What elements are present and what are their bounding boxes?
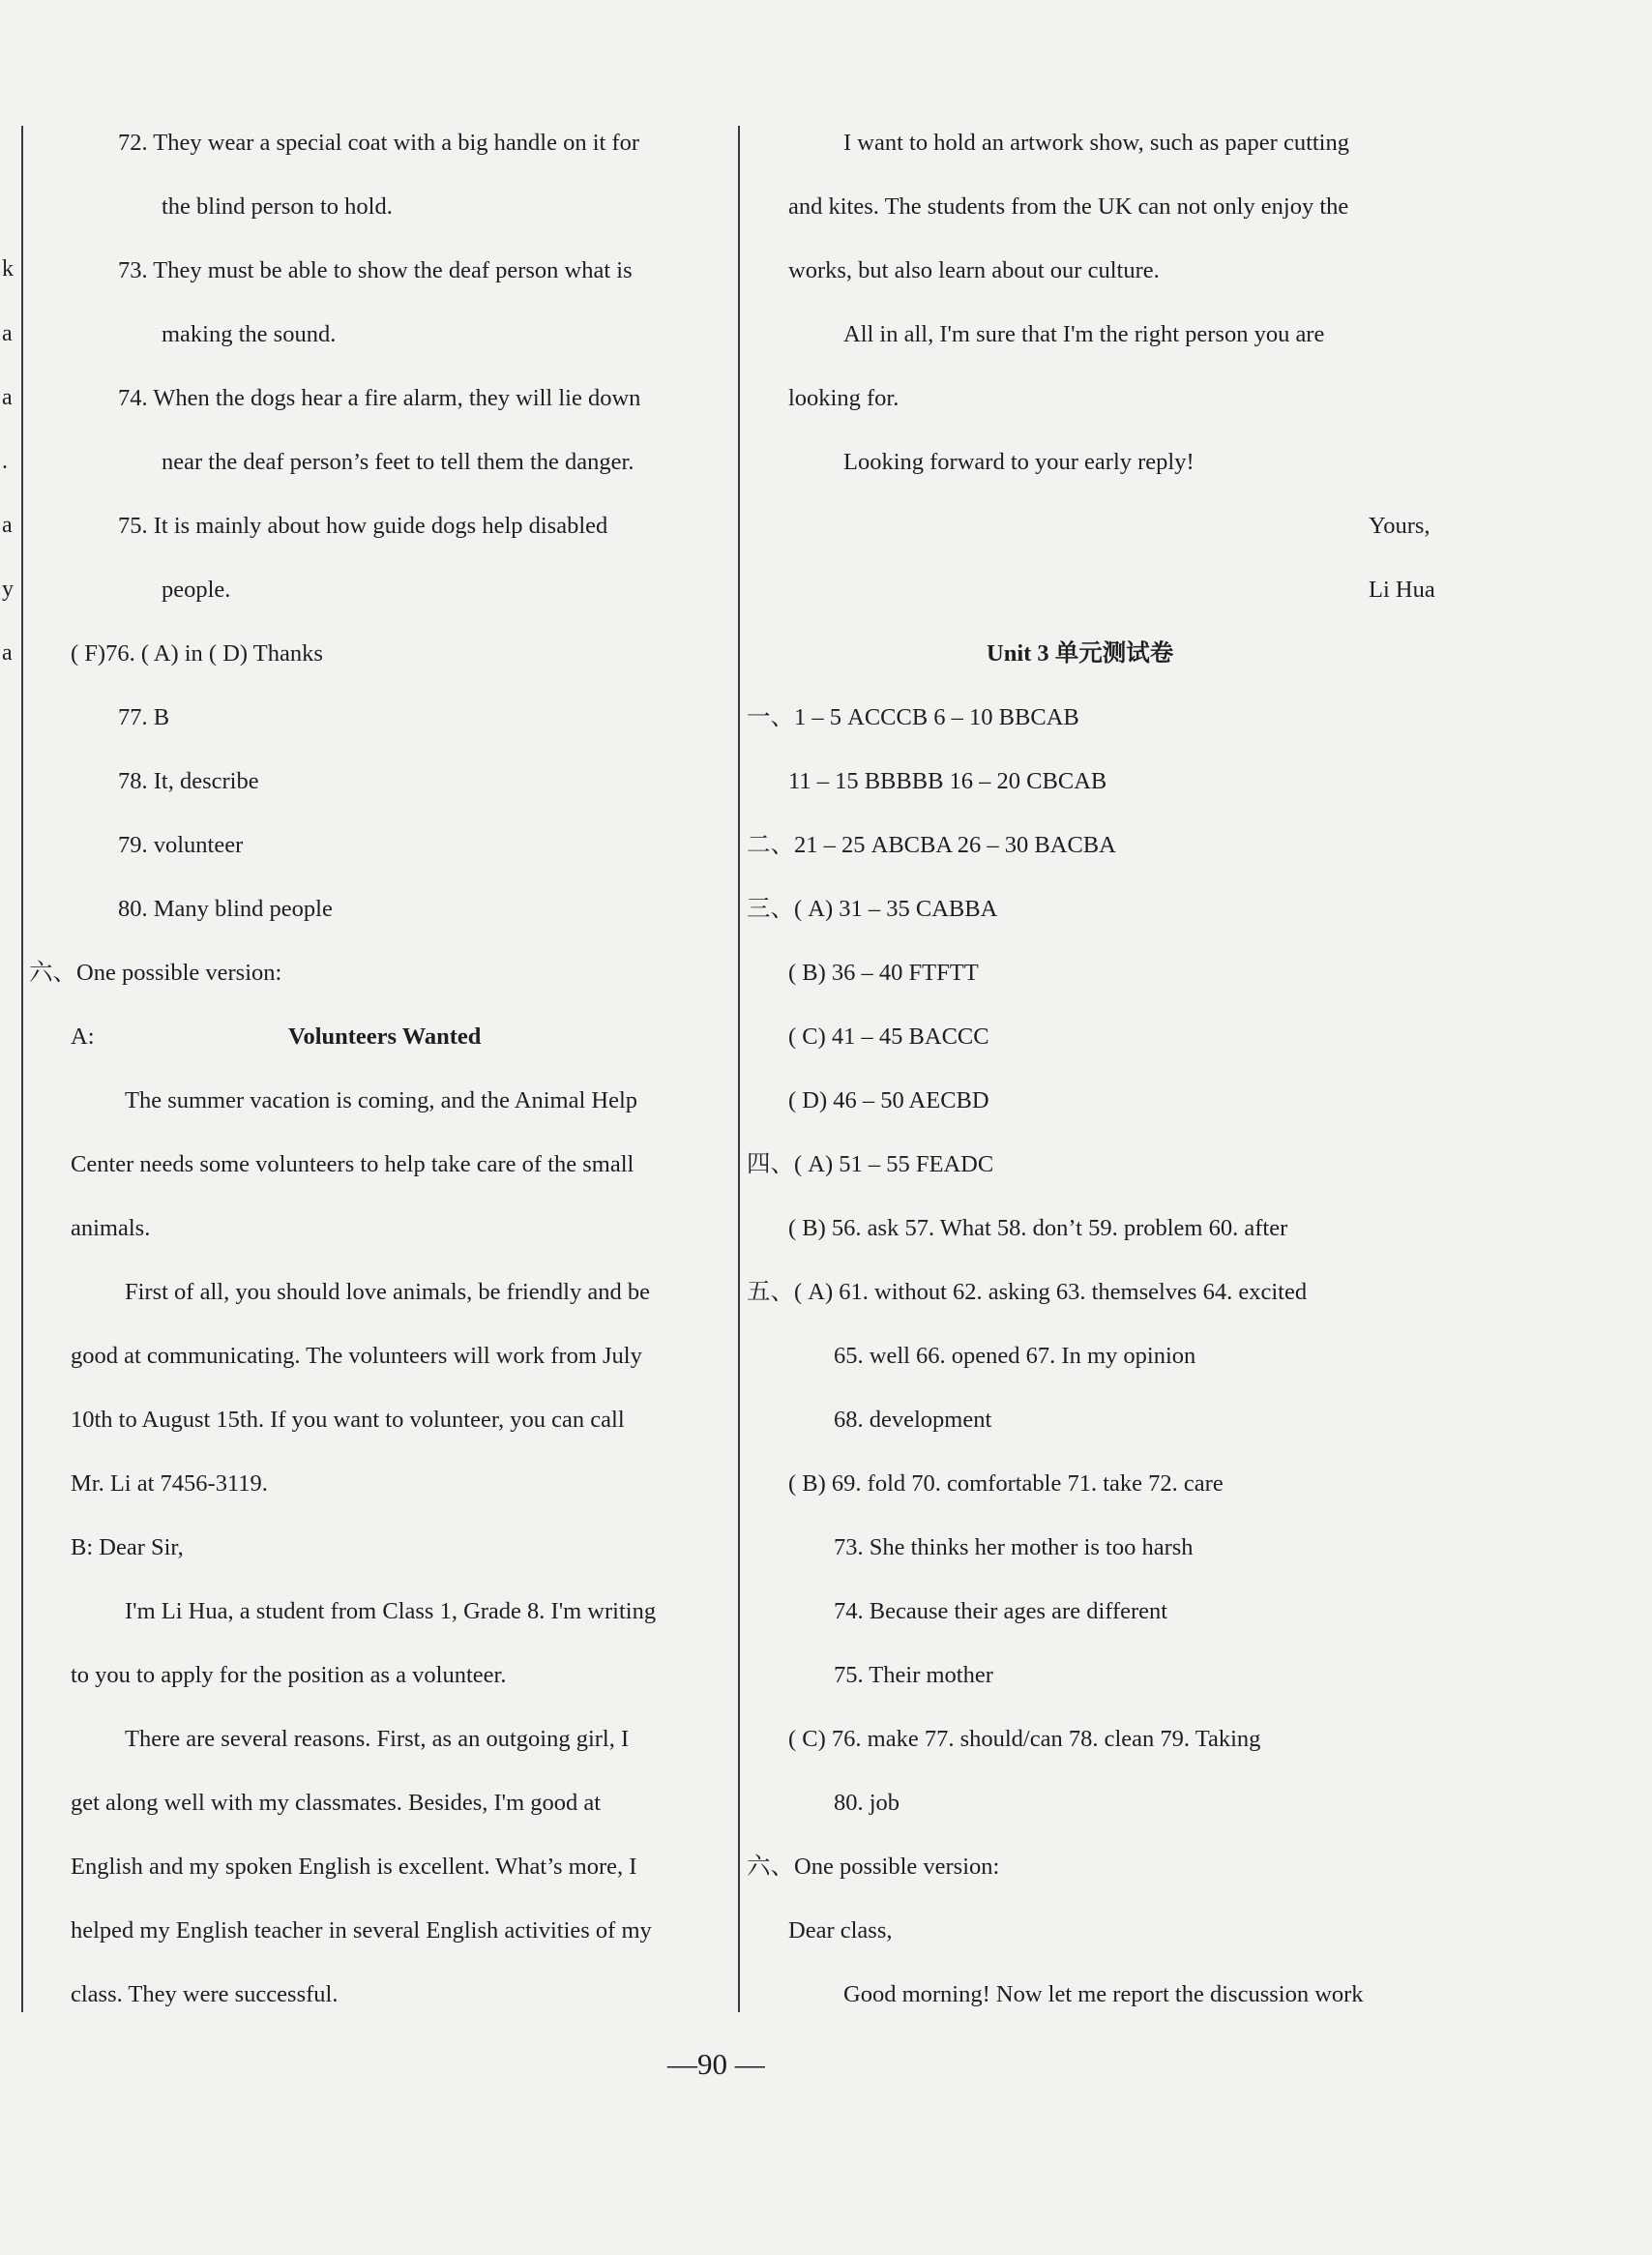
- paragraph-line: Mr. Li at 7456-3119.: [71, 1470, 268, 1497]
- column-divider: [738, 126, 740, 2012]
- answer-line: 79. volunteer: [118, 832, 244, 858]
- paragraph-line: First of all, you should love animals, be friendly and be: [125, 1279, 650, 1305]
- part-label: A:: [71, 1024, 95, 1050]
- margin-letter: a: [2, 640, 13, 666]
- paragraph-line: helped my English teacher in several English activities of my: [71, 1917, 652, 1943]
- letter-line: Dear class,: [788, 1917, 893, 1943]
- paragraph-line: The summer vacation is coming, and the Animal Help: [125, 1087, 638, 1113]
- answer-key-line: ( B) 69. fold 70. comfortable 71. take 72. care: [788, 1470, 1224, 1497]
- section-heading: 六、One possible version:: [29, 960, 282, 986]
- margin-letter: a: [2, 321, 13, 346]
- page-number: —90 —: [667, 2047, 765, 2081]
- answer-line: 80. Many blind people: [118, 896, 333, 922]
- letter-line: Good morning! Now let me report the discussion work: [843, 1981, 1364, 2007]
- answer-key-line: 11 – 15 BBBBB 16 – 20 CBCAB: [788, 768, 1107, 794]
- answer-key-line: ( C) 41 – 45 BACCC: [788, 1024, 989, 1050]
- answer-key-line: 三、( A) 31 – 35 CABBA: [747, 896, 998, 922]
- letter-closing: Yours,: [1369, 513, 1431, 539]
- answer-key-line: ( C) 76. make 77. should/can 78. clean 79. Taking: [788, 1726, 1261, 1752]
- answer-line: near the deaf person’s feet to tell them the danger.: [162, 449, 634, 475]
- letter-line: looking for.: [788, 385, 900, 411]
- answer-key-line: ( B) 56. ask 57. What 58. don’t 59. problem 60. after: [788, 1215, 1288, 1241]
- letter-line: I want to hold an artwork show, such as paper cutting: [843, 130, 1349, 156]
- paragraph-line: animals.: [71, 1215, 151, 1241]
- answer-key-line: 二、21 – 25 ABCBA 26 – 30 BACBA: [747, 832, 1116, 858]
- answer-key-line: 65. well 66. opened 67. In my opinion: [834, 1343, 1196, 1369]
- letter-line: and kites. The students from the UK can not only enjoy the: [788, 193, 1349, 220]
- answer-key-line: 73. She thinks her mother is too harsh: [834, 1534, 1194, 1560]
- answer-key-line: ( B) 36 – 40 FTFTT: [788, 960, 979, 986]
- paragraph-line: to you to apply for the position as a volunteer.: [71, 1662, 507, 1688]
- answer-line: 75. It is mainly about how guide dogs help disabled: [118, 513, 608, 539]
- answer-key-line: 75. Their mother: [834, 1662, 993, 1688]
- letter-line: All in all, I'm sure that I'm the right person you are: [843, 321, 1325, 347]
- paragraph-line: get along well with my classmates. Besides, I'm good at: [71, 1790, 602, 1816]
- answer-line: people.: [162, 577, 231, 603]
- answer-line: 72. They wear a special coat with a big handle on it for: [118, 130, 640, 156]
- paragraph-line: English and my spoken English is excellent. What’s more, I: [71, 1854, 637, 1880]
- margin-letter: y: [2, 577, 14, 602]
- letter-signature: Li Hua: [1369, 577, 1435, 603]
- letter-line: Looking forward to your early reply!: [843, 449, 1195, 475]
- answer-line: ( F)76. ( A) in ( D) Thanks: [71, 640, 323, 667]
- paragraph-line: 10th to August 15th. If you want to volunteer, you can call: [71, 1407, 625, 1433]
- unit-title: Unit 3 单元测试卷: [987, 640, 1174, 667]
- paragraph-line: B: Dear Sir,: [71, 1534, 184, 1560]
- answer-line: 78. It, describe: [118, 768, 259, 794]
- paragraph-line: class. They were successful.: [71, 1981, 339, 2007]
- answer-line: making the sound.: [162, 321, 337, 347]
- answer-key-line: 五、( A) 61. without 62. asking 63. themselves 64. excited: [747, 1279, 1308, 1305]
- answer-line: the blind person to hold.: [162, 193, 393, 220]
- margin-letter: k: [2, 256, 14, 282]
- answer-line: 77. B: [118, 704, 170, 730]
- answer-line: 73. They must be able to show the deaf person what is: [118, 257, 633, 283]
- paragraph-line: There are several reasons. First, as an outgoing girl, I: [125, 1726, 630, 1752]
- answer-key-line: 80. job: [834, 1790, 900, 1816]
- answer-key-line: 一、1 – 5 ACCCB 6 – 10 BBCAB: [747, 704, 1079, 730]
- answer-key-line: 四、( A) 51 – 55 FEADC: [747, 1151, 994, 1177]
- answer-key-line: ( D) 46 – 50 AECBD: [788, 1087, 989, 1113]
- letter-line: works, but also learn about our culture.: [788, 257, 1160, 283]
- paragraph-line: Center needs some volunteers to help take care of the small: [71, 1151, 634, 1177]
- margin-letter: a: [2, 385, 13, 410]
- margin-letter: a: [2, 513, 13, 538]
- paragraph-line: I'm Li Hua, a student from Class 1, Grade 8. I'm writing: [125, 1598, 657, 1624]
- answer-line: 74. When the dogs hear a fire alarm, they will lie down: [118, 385, 641, 411]
- answer-key-line: 74. Because their ages are different: [834, 1598, 1168, 1624]
- section-heading: 六、One possible version:: [747, 1854, 1000, 1880]
- paragraph-line: good at communicating. The volunteers will work from July: [71, 1343, 642, 1369]
- answer-key-line: 68. development: [834, 1407, 992, 1433]
- notice-title: Volunteers Wanted: [288, 1024, 482, 1050]
- margin-letter: .: [2, 449, 8, 474]
- left-margin-rule: [21, 126, 23, 2012]
